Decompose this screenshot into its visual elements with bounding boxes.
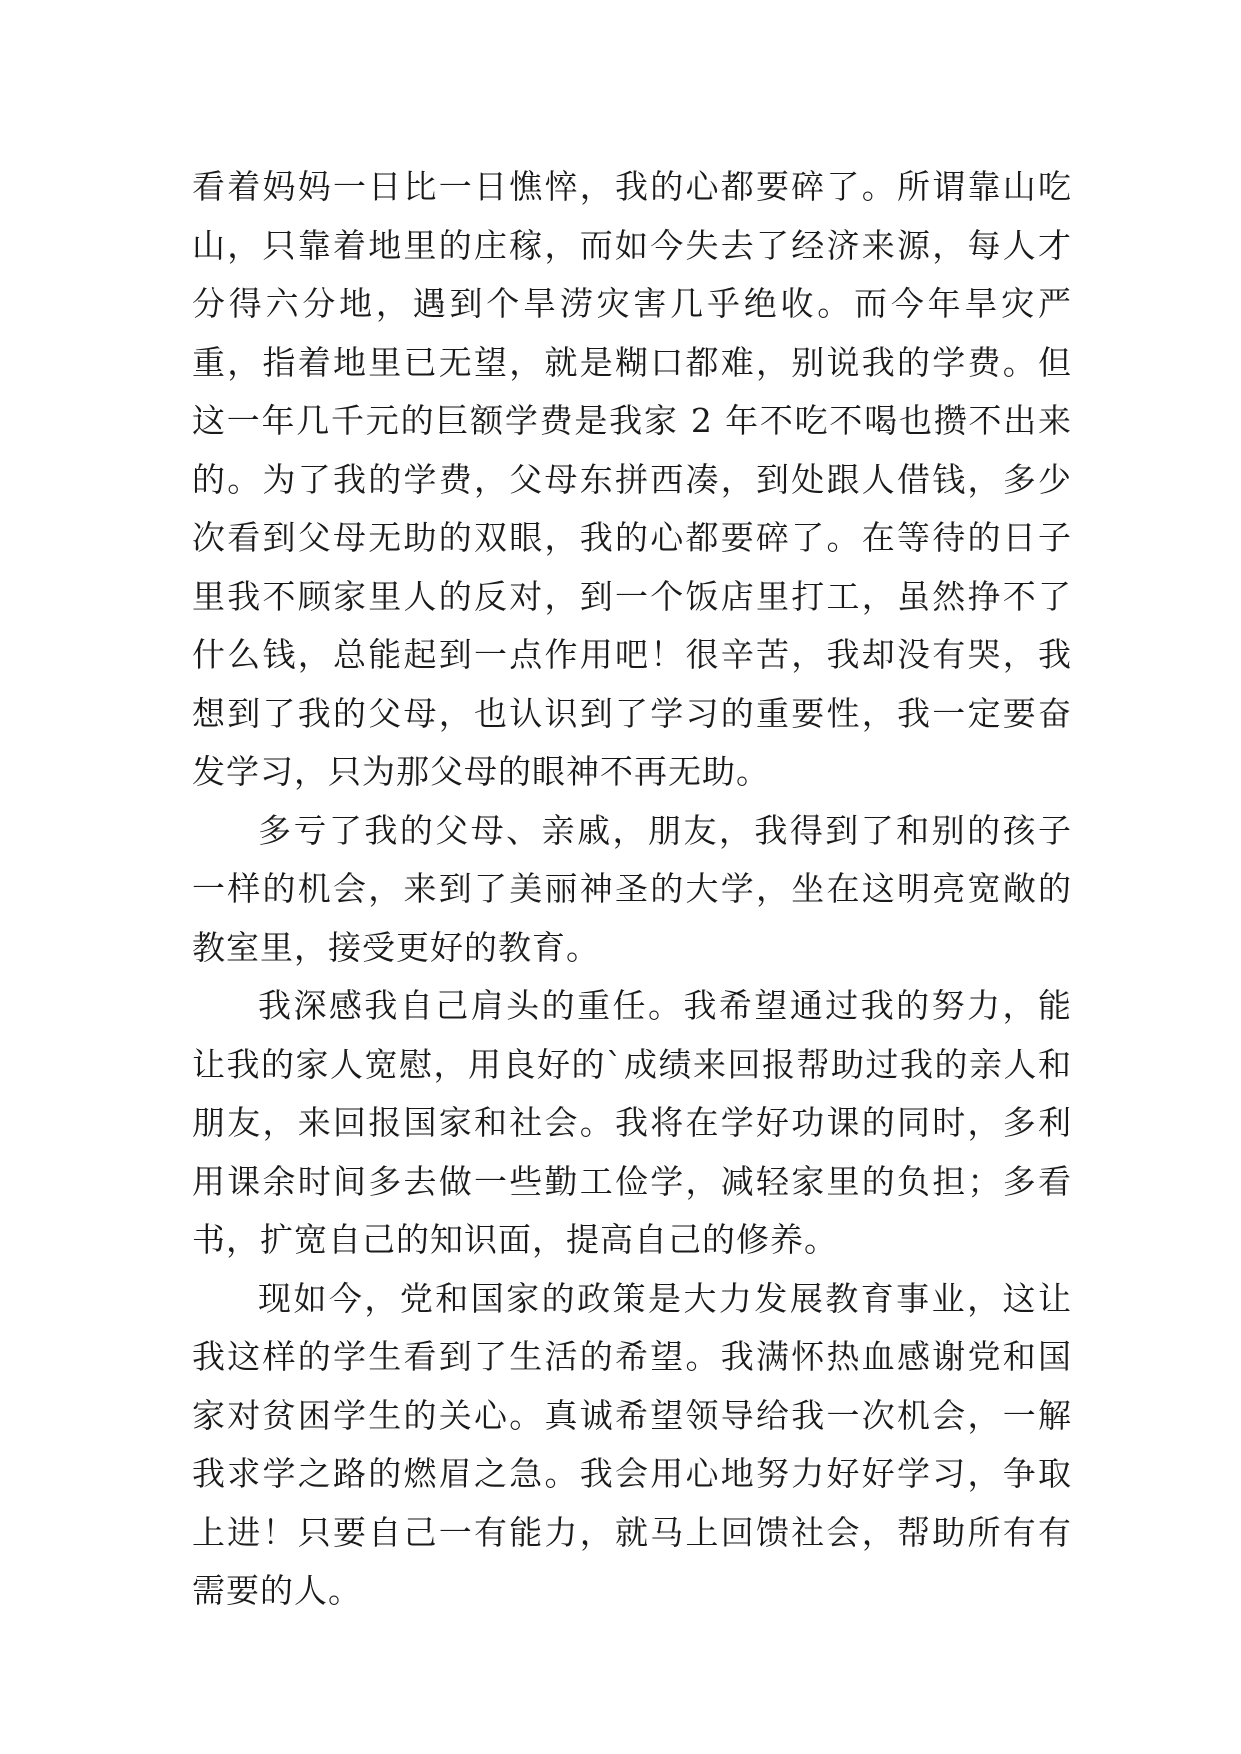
body-text <box>192 158 1072 1621</box>
paragraph-1: 看着妈妈一日比一日憔悴，我的心都要碎了。所谓靠山吃山，只靠着地里的庄稼，而如今失去了经济来源，每人才分得六分地，遇到个旱涝灾害几乎绝收。而今年旱灾严重，指着地里已无望，就是糊口都难，别说我的学费。但这一年几千元的巨额学费是我家 2 年不吃不喝也攒不出来的。为了我的学费，父母东拼西凑，到处跟人借钱，多少次看到父母无助的双眼，我的心都要碎了。在等待的日子里我不顾家里人的反对，到一个饭店里打工，虽然挣不了什么钱，总能起到一点作用吧！很辛苦，我却没有哭，我想到了我的父母，也认识到了学习的重要性，我一定要奋发学习，只为那父母的眼神不再无助。 <box>192 167 1072 791</box>
paragraph-4: 现如今，党和国家的政策是大力发展教育事业，这让我这样的学生看到了生活的希望。我满怀热血感谢党和国家对贫困学生的关心。真诚希望领导给我一次机会，一解我求学之路的燃眉之急。我会用心地努力好好学习，争取上进！只要自己一有能力，就马上回馈社会，帮助所有有需要的人。 <box>192 1278 1072 1610</box>
paragraph-3: 我深感我自己肩头的重任。我希望通过我的努力，能让我的家人宽慰，用良好的`成绩来回报帮助过我的亲人和朋友，来回报国家和社会。我将在学好功课的同时，多利用课余时间多去做一些勤工俭学，减轻家里的负担；多看书，扩宽自己的知识面，提高自己的修养。 <box>192 986 1072 1259</box>
paragraph-2: 多亏了我的父母、亲戚，朋友，我得到了和别的孩子一样的机会，来到了美丽神圣的大学，坐在这明亮宽敞的教室里，接受更好的教育。 <box>192 810 1072 967</box>
